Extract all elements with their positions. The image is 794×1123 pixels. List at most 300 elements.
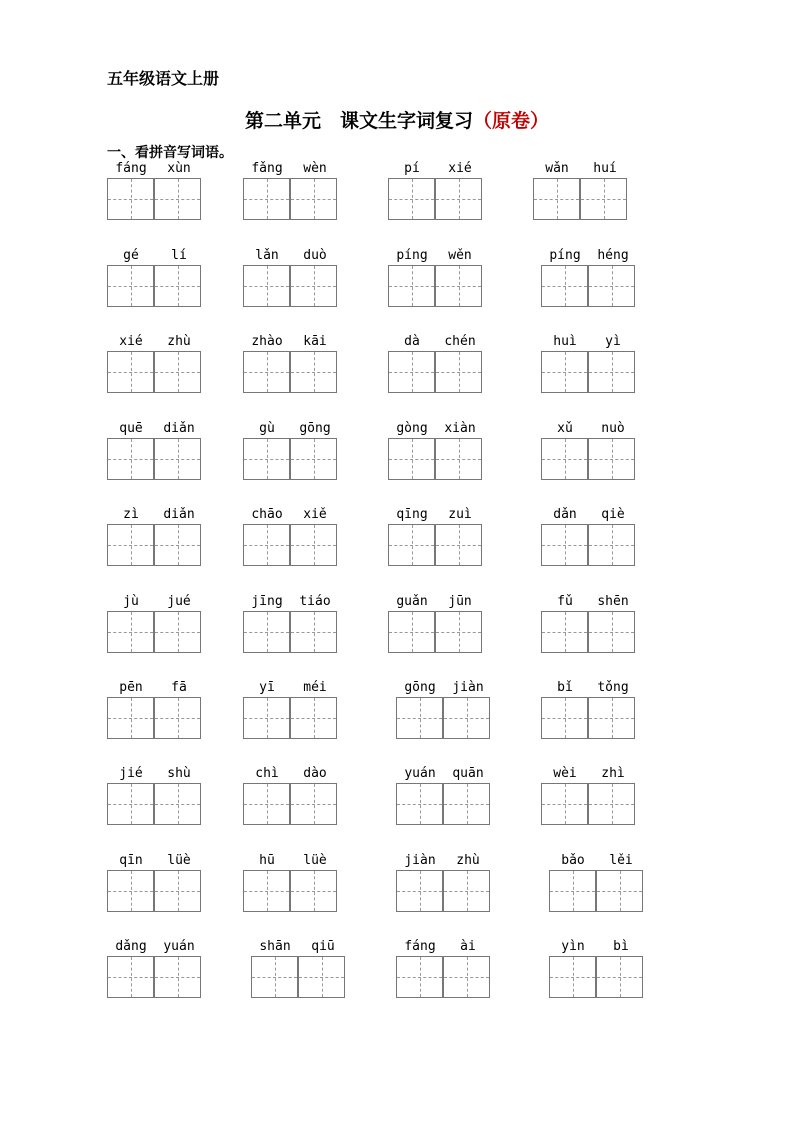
guide-line-vertical — [612, 439, 613, 479]
guide-line-vertical — [131, 957, 132, 997]
pinyin-label — [107, 160, 203, 178]
pinyin-item — [251, 938, 347, 1002]
guide-line-vertical — [620, 957, 621, 997]
pinyin-syllable: hū — [259, 853, 275, 868]
writing-box[interactable] — [154, 697, 201, 739]
pinyin-label — [533, 160, 629, 178]
writing-box[interactable] — [396, 697, 443, 739]
guide-line-vertical — [565, 352, 566, 392]
pinyin-syllable: fáng — [404, 939, 436, 954]
writing-box[interactable] — [443, 783, 490, 825]
writing-box[interactable] — [107, 783, 154, 825]
writing-box[interactable] — [154, 524, 201, 566]
guide-line-vertical — [178, 698, 179, 738]
pinyin-item — [388, 333, 484, 397]
guide-line-vertical — [467, 784, 468, 824]
page-title — [0, 106, 794, 133]
writing-box[interactable] — [388, 524, 435, 566]
pinyin-label — [243, 852, 339, 870]
title-main: 第二单元 课文生字词复习 — [244, 110, 473, 132]
guide-line-vertical — [565, 439, 566, 479]
pinyin-item — [107, 679, 203, 743]
pinyin-label — [107, 852, 203, 870]
guide-line-vertical — [412, 612, 413, 652]
writing-box[interactable] — [251, 956, 298, 998]
pinyin-label — [541, 506, 637, 524]
pinyin-item — [107, 765, 203, 829]
writing-box[interactable] — [396, 870, 443, 912]
pinyin-item — [243, 420, 339, 484]
writing-box[interactable] — [549, 870, 596, 912]
guide-line-vertical — [573, 957, 574, 997]
pinyin-syllable: jù — [123, 594, 139, 609]
pinyin-label — [541, 333, 637, 351]
pinyin-syllable: quān — [452, 766, 484, 781]
writing-box[interactable] — [533, 178, 580, 220]
pinyin-syllable: tǒng — [597, 680, 629, 695]
guide-line-vertical — [612, 784, 613, 824]
pinyin-syllable: bǐ — [557, 680, 573, 695]
pinyin-syllable: xiàn — [444, 421, 476, 436]
pinyin-syllable: xǔ — [557, 421, 573, 436]
pinyin-syllable: wèi — [553, 766, 577, 781]
pinyin-syllable: zhù — [167, 334, 191, 349]
pinyin-label — [388, 333, 484, 351]
pinyin-label — [541, 247, 637, 265]
writing-box[interactable] — [107, 697, 154, 739]
guide-line-vertical — [267, 871, 268, 911]
pinyin-item — [388, 160, 484, 224]
pinyin-syllable: fā — [171, 680, 187, 695]
writing-box[interactable] — [154, 956, 201, 998]
guide-line-vertical — [267, 179, 268, 219]
writing-box[interactable] — [107, 611, 154, 653]
pinyin-item — [396, 679, 492, 743]
writing-box[interactable] — [580, 178, 627, 220]
writing-box[interactable] — [154, 438, 201, 480]
guide-line-vertical — [412, 352, 413, 392]
pinyin-label — [549, 938, 645, 956]
pinyin-item — [541, 333, 637, 397]
guide-line-vertical — [178, 612, 179, 652]
pinyin-item — [388, 247, 484, 311]
writing-box[interactable] — [541, 524, 588, 566]
pinyin-syllable: jīng — [251, 594, 283, 609]
guide-line-vertical — [420, 784, 421, 824]
writing-box[interactable] — [396, 783, 443, 825]
pinyin-label — [107, 593, 203, 611]
guide-line-vertical — [620, 871, 621, 911]
writing-box[interactable] — [154, 611, 201, 653]
writing-box[interactable] — [243, 438, 290, 480]
pinyin-item — [549, 938, 645, 1002]
pinyin-item — [243, 160, 339, 224]
pinyin-label — [107, 765, 203, 783]
pinyin-label — [541, 679, 637, 697]
guide-line-vertical — [131, 179, 132, 219]
writing-box[interactable] — [243, 870, 290, 912]
writing-box[interactable] — [435, 178, 482, 220]
guide-line-vertical — [275, 957, 276, 997]
pinyin-item — [541, 420, 637, 484]
writing-box[interactable] — [298, 956, 345, 998]
guide-line-vertical — [557, 179, 558, 219]
guide-line-vertical — [314, 612, 315, 652]
writing-box[interactable] — [154, 265, 201, 307]
pinyin-item — [107, 247, 203, 311]
guide-line-vertical — [467, 957, 468, 997]
pinyin-label — [388, 593, 484, 611]
pinyin-label — [388, 160, 484, 178]
guide-line-vertical — [131, 871, 132, 911]
writing-box[interactable] — [588, 351, 635, 393]
guide-line-vertical — [612, 525, 613, 565]
pinyin-syllable: zhào — [251, 334, 283, 349]
pinyin-syllable: méi — [303, 680, 327, 695]
guide-line-vertical — [612, 612, 613, 652]
guide-line-vertical — [420, 698, 421, 738]
pinyin-syllable: xié — [119, 334, 143, 349]
writing-box[interactable] — [435, 611, 482, 653]
writing-box[interactable] — [388, 438, 435, 480]
writing-box[interactable] — [588, 524, 635, 566]
pinyin-label — [251, 938, 347, 956]
writing-box[interactable] — [154, 870, 201, 912]
pinyin-label — [388, 247, 484, 265]
pinyin-syllable: jūn — [448, 594, 472, 609]
guide-line-vertical — [604, 179, 605, 219]
pinyin-label — [107, 506, 203, 524]
pinyin-syllable: shēn — [597, 594, 629, 609]
pinyin-item — [243, 679, 339, 743]
pinyin-syllable: yìn — [561, 939, 585, 954]
guide-line-vertical — [459, 266, 460, 306]
writing-box[interactable] — [388, 265, 435, 307]
pinyin-syllable: lüè — [167, 853, 191, 868]
pinyin-syllable: wǎn — [545, 161, 569, 176]
pinyin-syllable: gòng — [396, 421, 428, 436]
pinyin-label — [107, 679, 203, 697]
writing-box[interactable] — [588, 697, 635, 739]
guide-line-vertical — [131, 784, 132, 824]
pinyin-syllable: guǎn — [396, 594, 428, 609]
writing-box[interactable] — [243, 351, 290, 393]
pinyin-syllable: chāo — [251, 507, 283, 522]
writing-box[interactable] — [588, 783, 635, 825]
pinyin-syllable: gōng — [404, 680, 436, 695]
pinyin-item — [243, 506, 339, 570]
writing-box[interactable] — [596, 956, 643, 998]
pinyin-label — [107, 333, 203, 351]
pinyin-item — [541, 247, 637, 311]
pinyin-item — [107, 593, 203, 657]
pinyin-label — [541, 593, 637, 611]
writing-box[interactable] — [290, 265, 337, 307]
pinyin-syllable: huì — [553, 334, 577, 349]
pinyin-syllable: gōng — [299, 421, 331, 436]
pinyin-syllable: dà — [404, 334, 420, 349]
writing-box[interactable] — [435, 524, 482, 566]
pinyin-syllable: zì — [123, 507, 139, 522]
pinyin-syllable: ài — [460, 939, 476, 954]
pinyin-label — [541, 420, 637, 438]
writing-box[interactable] — [435, 438, 482, 480]
pinyin-syllable: lǎn — [255, 248, 279, 263]
pinyin-item — [541, 593, 637, 657]
guide-line-vertical — [178, 439, 179, 479]
writing-box[interactable] — [388, 611, 435, 653]
pinyin-label — [396, 852, 492, 870]
pinyin-syllable: bǎo — [561, 853, 585, 868]
guide-line-vertical — [314, 871, 315, 911]
writing-box[interactable] — [588, 611, 635, 653]
guide-line-vertical — [573, 871, 574, 911]
guide-line-vertical — [412, 179, 413, 219]
guide-line-vertical — [420, 871, 421, 911]
pinyin-label — [243, 160, 339, 178]
guide-line-vertical — [178, 871, 179, 911]
writing-box[interactable] — [541, 697, 588, 739]
pinyin-syllable: héng — [597, 248, 629, 263]
pinyin-syllable: tiáo — [299, 594, 331, 609]
pinyin-syllable: xié — [448, 161, 472, 176]
pinyin-syllable: jiàn — [404, 853, 436, 868]
pinyin-syllable: dǎng — [115, 939, 147, 954]
guide-line-vertical — [565, 698, 566, 738]
pinyin-item — [533, 160, 629, 224]
guide-line-vertical — [178, 266, 179, 306]
writing-box[interactable] — [290, 524, 337, 566]
pinyin-syllable: quē — [119, 421, 143, 436]
pinyin-item — [243, 852, 339, 916]
pinyin-syllable: yī — [259, 680, 275, 695]
writing-box[interactable] — [596, 870, 643, 912]
writing-box[interactable] — [290, 351, 337, 393]
writing-box[interactable] — [107, 524, 154, 566]
section-heading: 一、看拼音写词语。 — [107, 145, 233, 161]
pinyin-syllable: pí — [404, 161, 420, 176]
pinyin-item — [396, 765, 492, 829]
guide-line-vertical — [612, 352, 613, 392]
writing-box[interactable] — [154, 783, 201, 825]
guide-line-vertical — [131, 352, 132, 392]
guide-line-vertical — [314, 352, 315, 392]
writing-box[interactable] — [443, 697, 490, 739]
guide-line-vertical — [459, 439, 460, 479]
pinyin-syllable: huí — [593, 161, 617, 176]
guide-line-vertical — [178, 179, 179, 219]
writing-box[interactable] — [290, 178, 337, 220]
writing-box[interactable] — [588, 265, 635, 307]
pinyin-item — [243, 247, 339, 311]
writing-box[interactable] — [107, 438, 154, 480]
writing-box[interactable] — [435, 265, 482, 307]
writing-box[interactable] — [154, 178, 201, 220]
pinyin-syllable: píng — [396, 248, 428, 263]
guide-line-vertical — [565, 612, 566, 652]
guide-line-vertical — [467, 871, 468, 911]
writing-box[interactable] — [541, 351, 588, 393]
writing-box[interactable] — [549, 956, 596, 998]
pinyin-label — [388, 506, 484, 524]
guide-line-vertical — [322, 957, 323, 997]
guide-line-vertical — [412, 266, 413, 306]
guide-line-vertical — [131, 439, 132, 479]
pinyin-syllable: xùn — [167, 161, 191, 176]
pinyin-syllable: yì — [605, 334, 621, 349]
pinyin-label — [107, 247, 203, 265]
writing-box[interactable] — [290, 697, 337, 739]
pinyin-syllable: xiě — [303, 507, 327, 522]
writing-box[interactable] — [541, 438, 588, 480]
writing-box[interactable] — [243, 611, 290, 653]
guide-line-vertical — [131, 525, 132, 565]
pinyin-syllable: wěn — [448, 248, 472, 263]
writing-box[interactable] — [443, 870, 490, 912]
guide-line-vertical — [267, 784, 268, 824]
pinyin-item — [388, 593, 484, 657]
guide-line-vertical — [314, 179, 315, 219]
pinyin-item — [541, 765, 637, 829]
pinyin-label — [396, 765, 492, 783]
pinyin-item — [107, 506, 203, 570]
writing-box[interactable] — [290, 438, 337, 480]
writing-box[interactable] — [588, 438, 635, 480]
pinyin-syllable: gù — [259, 421, 275, 436]
writing-box[interactable] — [107, 351, 154, 393]
writing-box[interactable] — [290, 611, 337, 653]
writing-box[interactable] — [107, 178, 154, 220]
pinyin-syllable: fǎng — [251, 161, 283, 176]
guide-line-vertical — [412, 439, 413, 479]
pinyin-label — [107, 938, 203, 956]
pinyin-syllable: qiè — [601, 507, 625, 522]
pinyin-syllable: píng — [549, 248, 581, 263]
pinyin-item — [243, 765, 339, 829]
pinyin-label — [396, 938, 492, 956]
pinyin-syllable: gé — [123, 248, 139, 263]
writing-box[interactable] — [243, 178, 290, 220]
pinyin-syllable: kāi — [303, 334, 327, 349]
pinyin-label — [388, 420, 484, 438]
pinyin-syllable: shān — [259, 939, 291, 954]
pinyin-item — [388, 506, 484, 570]
pinyin-syllable: lí — [171, 248, 187, 263]
guide-line-vertical — [131, 698, 132, 738]
writing-box[interactable] — [388, 178, 435, 220]
guide-line-vertical — [565, 784, 566, 824]
guide-line-vertical — [565, 525, 566, 565]
writing-box[interactable] — [243, 783, 290, 825]
pinyin-label — [243, 679, 339, 697]
pinyin-item — [107, 420, 203, 484]
guide-line-vertical — [314, 784, 315, 824]
pinyin-syllable: diǎn — [163, 507, 195, 522]
guide-line-vertical — [178, 525, 179, 565]
pinyin-syllable: shù — [167, 766, 191, 781]
pinyin-label — [541, 765, 637, 783]
writing-box[interactable] — [107, 956, 154, 998]
pinyin-label — [243, 765, 339, 783]
guide-line-vertical — [459, 352, 460, 392]
guide-line-vertical — [267, 612, 268, 652]
guide-line-vertical — [612, 698, 613, 738]
pinyin-syllable: lüè — [303, 853, 327, 868]
pinyin-syllable: fǔ — [557, 594, 573, 609]
pinyin-syllable: yuán — [404, 766, 436, 781]
pinyin-label — [107, 420, 203, 438]
pinyin-item — [243, 333, 339, 397]
writing-box[interactable] — [154, 351, 201, 393]
writing-box[interactable] — [290, 870, 337, 912]
pinyin-syllable: qiū — [311, 939, 335, 954]
pinyin-label — [243, 593, 339, 611]
guide-line-vertical — [314, 698, 315, 738]
pinyin-syllable: jié — [119, 766, 143, 781]
writing-box[interactable] — [541, 783, 588, 825]
writing-box[interactable] — [435, 351, 482, 393]
pinyin-label — [243, 420, 339, 438]
pinyin-label — [243, 247, 339, 265]
writing-box[interactable] — [243, 697, 290, 739]
pinyin-item — [107, 938, 203, 1002]
pinyin-syllable: qīng — [396, 507, 428, 522]
pinyin-syllable: jué — [167, 594, 191, 609]
pinyin-label — [549, 852, 645, 870]
pinyin-item — [107, 852, 203, 916]
guide-line-vertical — [565, 266, 566, 306]
writing-box[interactable] — [396, 956, 443, 998]
guide-line-vertical — [459, 525, 460, 565]
writing-box[interactable] — [107, 265, 154, 307]
guide-line-vertical — [178, 352, 179, 392]
writing-box[interactable] — [243, 524, 290, 566]
pinyin-item — [549, 852, 645, 916]
guide-line-vertical — [267, 698, 268, 738]
pinyin-item — [388, 420, 484, 484]
writing-box[interactable] — [243, 265, 290, 307]
writing-box[interactable] — [443, 956, 490, 998]
writing-box[interactable] — [541, 265, 588, 307]
writing-box[interactable] — [388, 351, 435, 393]
pinyin-syllable: chén — [444, 334, 476, 349]
guide-line-vertical — [267, 266, 268, 306]
writing-box[interactable] — [541, 611, 588, 653]
guide-line-vertical — [467, 698, 468, 738]
pinyin-syllable: dǎn — [553, 507, 577, 522]
guide-line-vertical — [459, 179, 460, 219]
writing-box[interactable] — [107, 870, 154, 912]
pinyin-label — [396, 679, 492, 697]
pinyin-item — [243, 593, 339, 657]
pinyin-syllable: zhù — [456, 853, 480, 868]
guide-line-vertical — [178, 957, 179, 997]
guide-line-vertical — [314, 525, 315, 565]
pinyin-syllable: bì — [613, 939, 629, 954]
guide-line-vertical — [267, 439, 268, 479]
writing-box[interactable] — [290, 783, 337, 825]
guide-line-vertical — [267, 352, 268, 392]
guide-line-vertical — [314, 439, 315, 479]
pinyin-label — [243, 333, 339, 351]
guide-line-vertical — [612, 266, 613, 306]
pinyin-syllable: nuò — [601, 421, 625, 436]
pinyin-item — [396, 852, 492, 916]
pinyin-item — [541, 679, 637, 743]
title-accent: （原卷） — [473, 110, 550, 132]
pinyin-label — [243, 506, 339, 524]
pinyin-syllable: qīn — [119, 853, 143, 868]
